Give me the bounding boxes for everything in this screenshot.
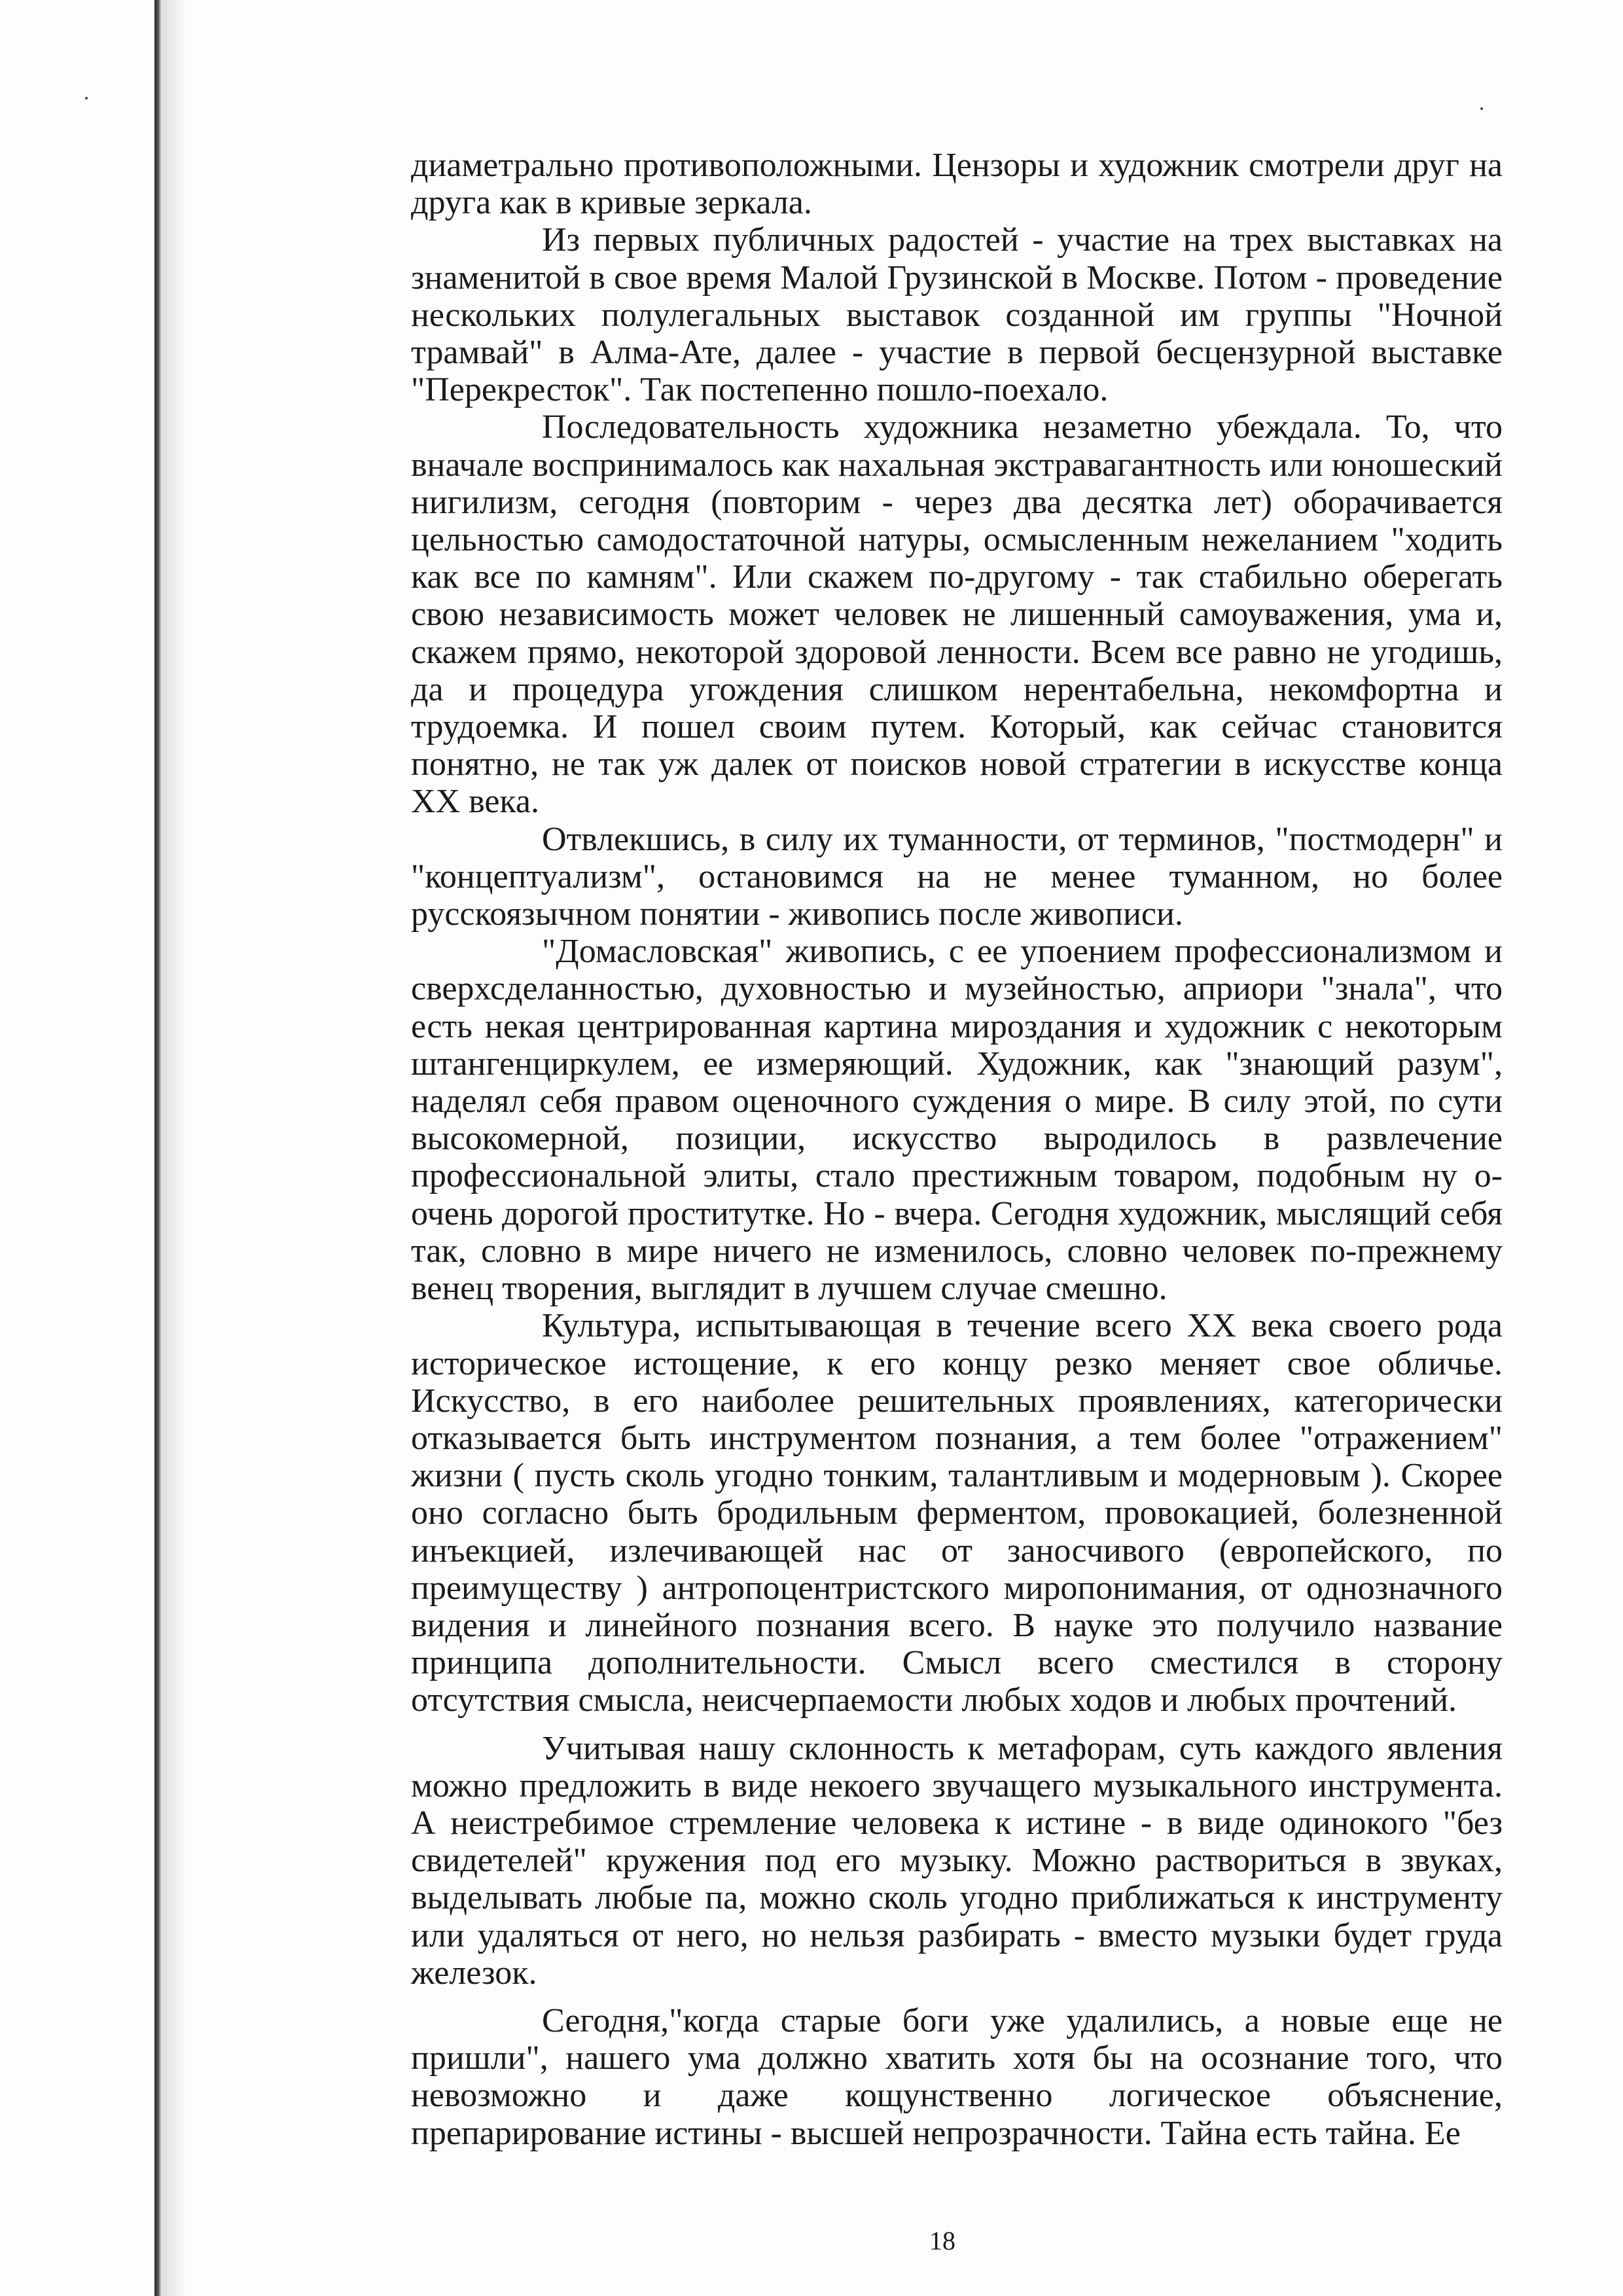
paragraph-6: Культура, испытывающая в течение всего XX века своего рода историческое истощение, к его концу резко меняет свое обличье. Искусство, в его наиболее решительных проявлениях, категорически отказывается быть инструментом познания, а тем более "отражением" жизни ( пусть сколь угодно тонким, талантливым и модерновым ). Скорее оно согласно быть бродильным ферментом, провокацией, болезненной инъекцией, излечивающей нас от заносчивого (европейского, по преимуществу ) антропоцентристского миропонимания, от однозначного видения и линейного познания всего. В науке это получило название принципа дополнительности. Смысл всего сместился в сторону отсутствия смысла, неисчерпаемости любых ходов и любых прочтений.: [411, 1307, 1503, 1719]
page-number: 18: [929, 2226, 955, 2255]
paragraph-5: "Домасловская" живопись, с ее упоением профессионализмом и сверхсделанностью, духовностью и музейностью, априори "знала", что есть некая центрированная картина мироздания и художник с некоторым штангенциркулем, ее измеряющий. Художник, как "знающий разум", наделял себя правом оценочного суждения о мире. В силу этой, по сути высокомерной, позиции, искусство выродилось в развлечение профессиональной элиты, стало престижным товаром, подобным ну о-очень дорогой проститутке. Но - вчера. Сегодня художник, мыслящий себя так, словно в мире ничего не изменилось, словно человек по-прежнему венец творения, выглядит в лучшем случае смешно.: [411, 933, 1503, 1308]
paragraph-3: Последовательность художника незаметно убеждала. То, что вначале воспринималось как нахальная экстравагантность или юношеский нигилизм, сегодня (повторим - через два десятка лет) оборачивается цельностью самодостаточной натуры, осмысленным нежеланием "ходить как все по камням". Или скажем по-другому - так стабильно оберегать свою независимость может человек не лишенный самоуважения, ума и, скажем прямо, некоторой здоровой ленности. Всем все равно не угодишь, да и процедура угождения слишком нерентабельна, некомфортна и трудоемка. И пошел своим путем. Который, как сейчас становится понятно, не так уж далек от поисков новой стратегии в искусстве конца XX века.: [411, 408, 1503, 821]
paragraph-7: Учитывая нашу склонность к метафорам, суть каждого явления можно предложить в виде некоего звучащего музыкального инструмента. А неистребимое стремление человека к истине - в виде одинокого "без свидетелей" кружения под его музыку. Можно раствориться в звуках, выделывать любые па, можно сколь угодно приближаться к инструменту или удаляться от него, но нельзя разбирать - вместо музыки будет груда железок.: [411, 1729, 1503, 1992]
paragraph-2: Из первых публичных радостей - участие на трех выставках на знаменитой в свое время Малой Грузинской в Москве. Потом - проведение нескольких полулегальных выставок созданной им группы "Ночной трамвай" в Алма-Ате, далее - участие в первой бесцензурной выставке "Перекресток". Так постепенно пошло-поехало.: [411, 221, 1503, 409]
binding-shadow: [161, 0, 187, 2296]
body-text: [411, 147, 1503, 2152]
paragraph-4: Отвлекшись, в силу их туманности, от терминов, "постмодерн" и "концептуализм", остановимся на не менее туманном, но более русскоязычном понятии - живопись после живописи.: [411, 820, 1503, 933]
paragraph-8: Сегодня,"когда старые боги уже удалились, а новые еще не пришли", нашего ума должно хватить хотя бы на осознание того, что невозможно и даже кощунственно логическое объяснение, препарирование истины - высшей непрозрачности. Тайна есть тайна. Ее: [411, 2001, 1503, 2152]
paragraph-1: диаметрально противоположными. Цензоры и художник смотрели друг на друга как в кривые зеркала.: [411, 147, 1503, 222]
binding-edge: [154, 0, 161, 2296]
scan-speck: [85, 97, 88, 99]
scan-speck: [1480, 107, 1483, 110]
